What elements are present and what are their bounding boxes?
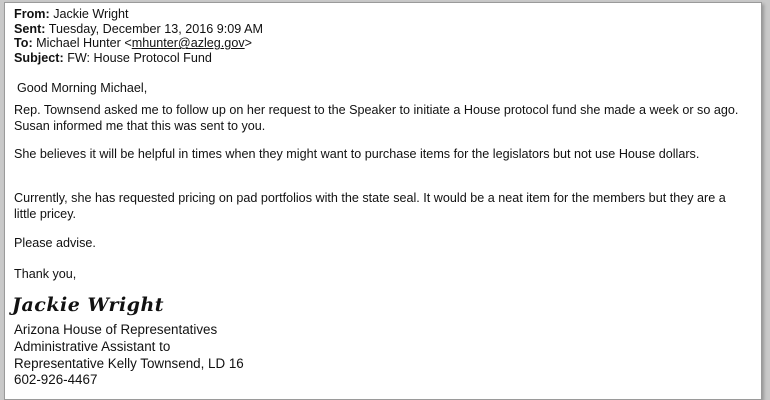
paragraph-advise: Please advise. xyxy=(14,236,96,250)
sent-value: Tuesday, December 13, 2016 9:09 AM xyxy=(48,21,263,36)
from-line xyxy=(14,7,744,22)
signature-rep: Representative Kelly Townsend, LD 16 xyxy=(14,355,244,371)
paragraph-request: Rep. Townsend asked me to follow up on her request to the Speaker to initiate a House protocol fund she made a week or so ago. Susan informed me that this was sent to you. xyxy=(14,103,739,133)
sent-line xyxy=(14,22,744,37)
signature-phone: 602-926-4467 xyxy=(14,372,98,388)
subject-label: Subject: xyxy=(14,50,64,65)
sent-label: Sent: xyxy=(14,21,46,36)
paragraph-thanks: Thank you, xyxy=(14,267,77,281)
signature-title: Administrative Assistant to xyxy=(14,338,171,354)
subject-line xyxy=(14,51,744,66)
paragraph-belief: She believes it will be helpful in times when they might want to purchase items for the legislators but not use House dollars. xyxy=(14,147,700,161)
subject-value: FW: House Protocol Fund xyxy=(67,50,212,65)
to-line xyxy=(14,36,744,51)
signature-org: Arizona House of Representatives xyxy=(14,322,218,337)
email-header xyxy=(14,7,744,65)
paragraph-pricing: Currently, she has requested pricing on pad portfolios with the state seal. It would be a neat item for the members but they are a little pricey. xyxy=(14,191,726,221)
to-close: > xyxy=(244,36,252,51)
to-label: To: xyxy=(14,36,33,51)
to-name: Michael Hunter < xyxy=(36,36,132,51)
from-value: Jackie Wright xyxy=(53,7,129,21)
handwritten-signature: Jackie Wright xyxy=(12,294,165,316)
greeting: Good Morning Michael, xyxy=(17,81,148,95)
to-email-link[interactable]: mhunter@azleg.gov xyxy=(131,36,245,51)
from-label: From: xyxy=(14,7,50,21)
signature-block xyxy=(14,322,244,389)
